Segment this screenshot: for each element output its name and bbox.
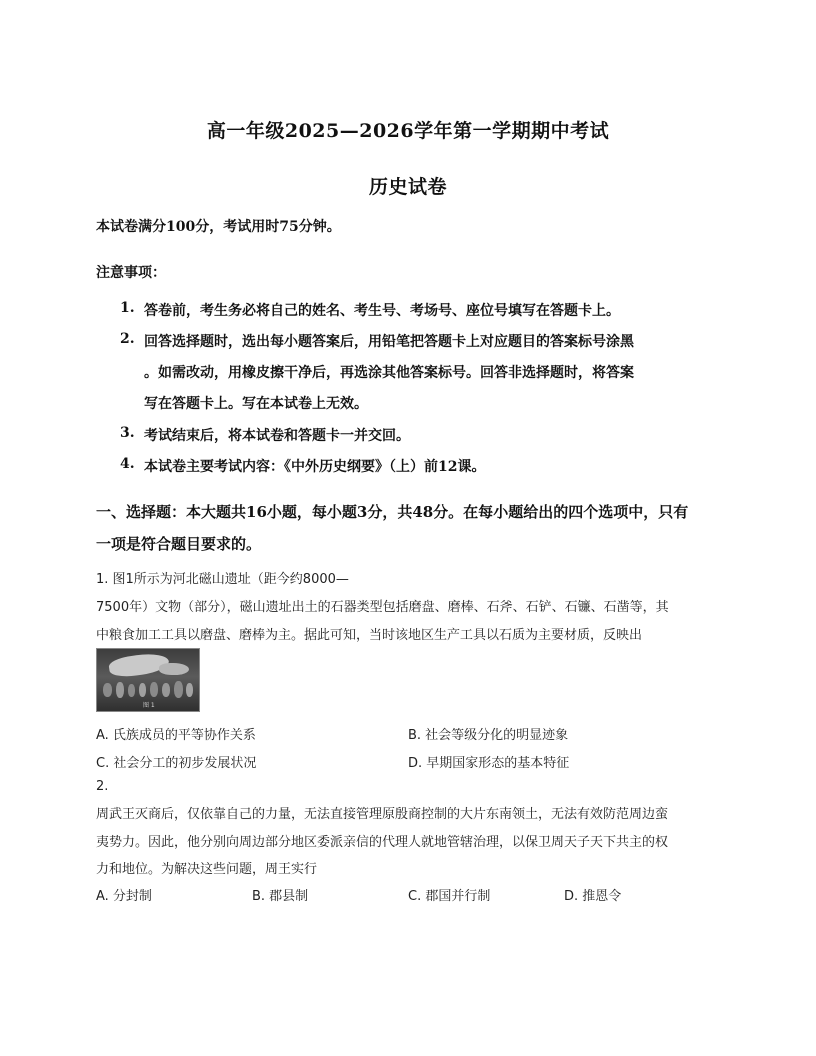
question-1-option-d: D. 早期国家形态的基本特征	[408, 756, 570, 771]
exam-info: 本试卷满分100分，考试用时75分钟。	[96, 219, 341, 235]
figure-caption: 图 1	[143, 702, 155, 709]
notice-item-number: 1.	[120, 300, 135, 316]
question-1-stem: 1. 图1所示为河北磁山遗址（距今约8000—	[96, 572, 349, 587]
question-1-stem-cont: 7500年）文物（部分），磁山遗址出土的石器类型包括磨盘、磨棒、石斧、石铲、石镰、石凿等，其	[96, 600, 669, 615]
notice-item-text: 答卷前，考生务必将自己的姓名、考生号、考场号、座位号填写在答题卡上。	[144, 303, 620, 319]
notice-item-number: 3.	[120, 425, 135, 441]
notice-item-number: 4.	[120, 456, 135, 472]
section-heading: 一、选择题：本大题共16小题，每小题3分，共48分。在每小题给出的四个选项中，只有	[96, 503, 689, 521]
question-1-option-c: C. 社会分工的初步发展状况	[96, 756, 257, 771]
question-1-option-b: B. 社会等级分化的明显迹象	[408, 728, 569, 743]
notice-item-text: 考试结束后，将本试卷和答题卡一并交回。	[144, 428, 410, 444]
question-2-number: 2.	[96, 779, 109, 794]
question-1-option-a: A. 氏族成员的平等协作关系	[96, 728, 256, 743]
question-2-option-a: A. 分封制	[96, 889, 152, 904]
question-2-option-c: C. 郡国并行制	[408, 889, 491, 904]
subject-title: 历史试卷	[368, 176, 447, 198]
question-2-option-d: D. 推恩令	[564, 889, 622, 904]
question-2-option-b: B. 郡县制	[252, 889, 309, 904]
notice-item-number: 2.	[120, 331, 135, 347]
notice-heading: 注意事项：	[96, 265, 166, 281]
question-2-stem-cont: 夷势力。因此，他分别向周边部分地区委派亲信的代理人就地管辖治理，以保卫周天子天下共主的权	[96, 835, 669, 850]
notice-item-text-cont: 。如需改动，用橡皮擦干净后，再选涂其他答案标号。回答非选择题时，将答案	[144, 365, 634, 381]
notice-item-text: 回答选择题时，选出每小题答案后，用铅笔把答题卡上对应题目的答案标号涂黑	[144, 334, 634, 350]
notice-item-text: 本试卷主要考试内容：《中外历史纲要》（上）前12课。	[144, 459, 486, 475]
exam-title: 高一年级2025—2026学年第一学期期中考试	[206, 120, 610, 142]
question-1-stem-cont: 中粮食加工工具以磨盘、磨棒为主。据此可知，当时该地区生产工具以石质为主要材质，反映出	[96, 628, 643, 643]
question-2-stem: 周武王灭商后，仅依靠自己的力量，无法直接管理原殷商控制的大片东南领土，无法有效防范周边蛮	[96, 807, 669, 822]
notice-item-text-cont: 写在答题卡上。写在本试卷上无效。	[144, 396, 368, 412]
artifact-figure-image	[96, 648, 200, 712]
section-heading-cont: 一项是符合题目要求的。	[96, 535, 262, 553]
question-2-stem-cont: 力和地位。为解决这些问题，周王实行	[96, 862, 318, 877]
